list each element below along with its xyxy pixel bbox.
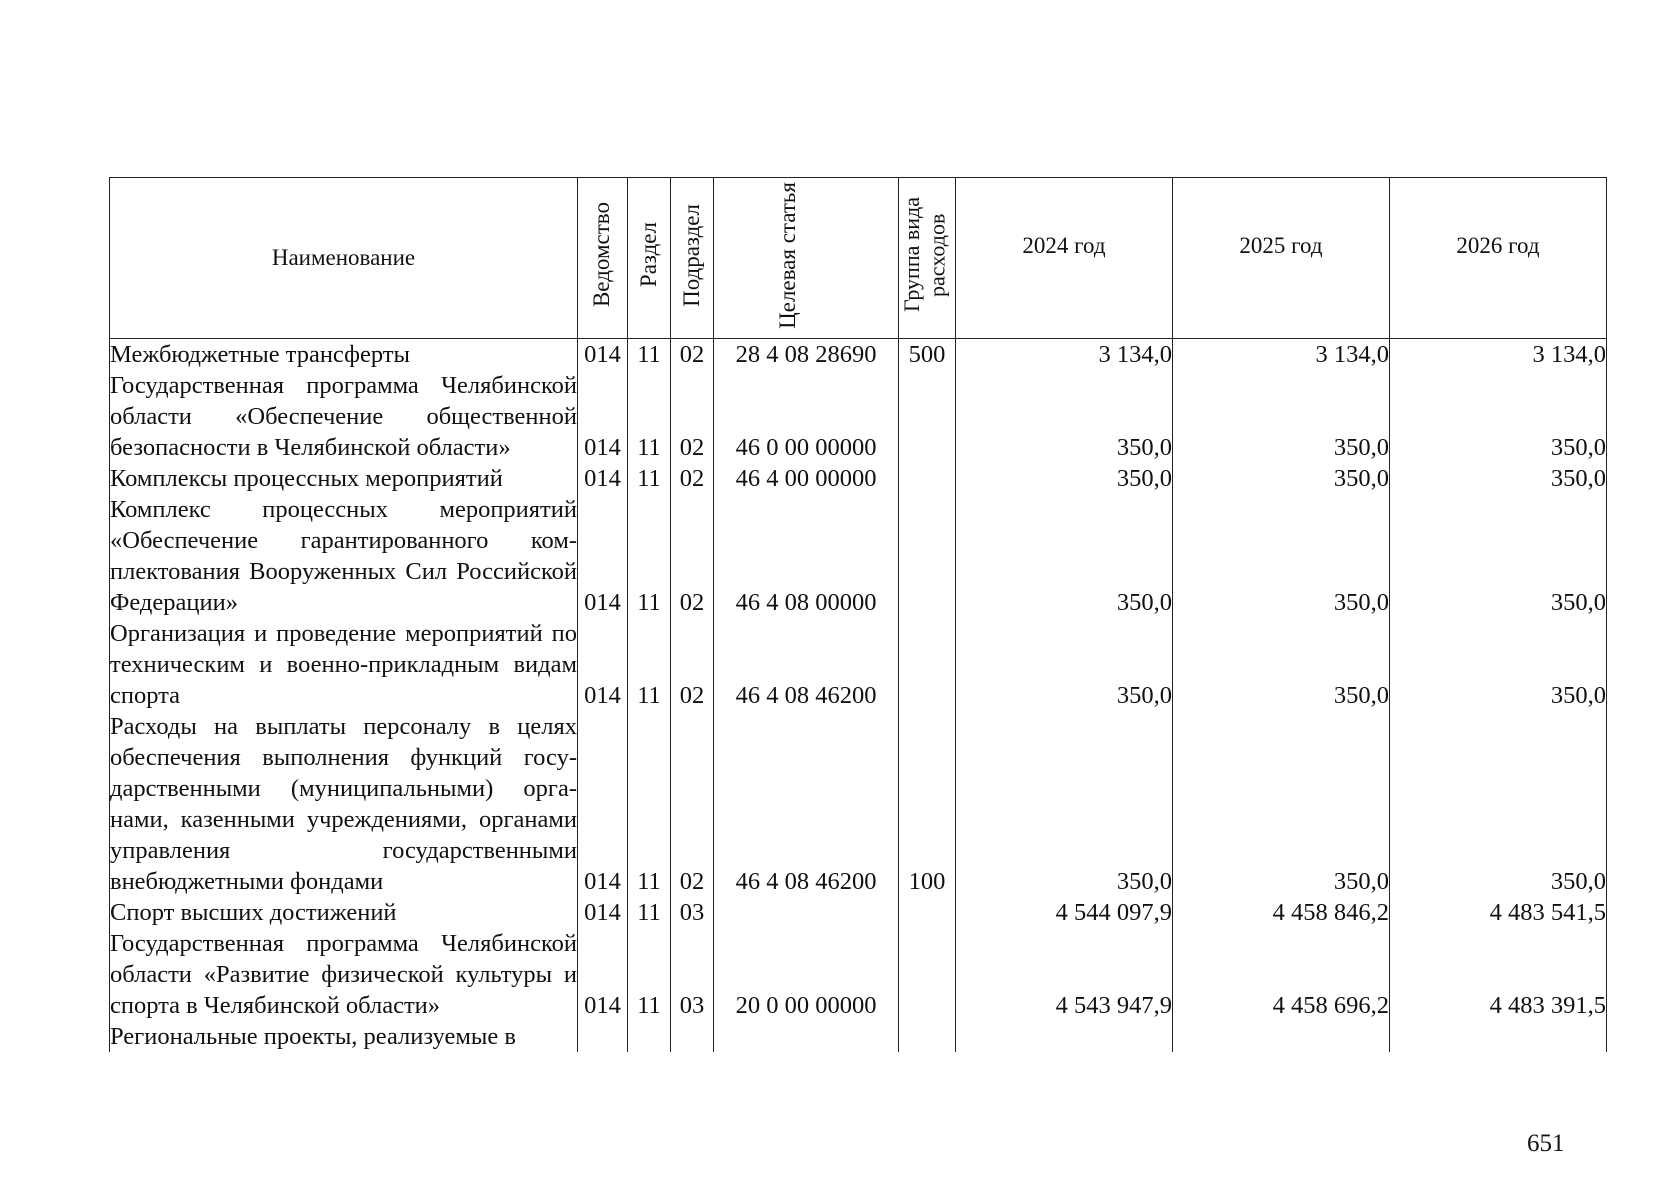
cell-2024 <box>956 1021 1173 1052</box>
header-dept: Ведомство <box>578 178 628 339</box>
cell-2025: 4 458 696,2 <box>1173 928 1390 1021</box>
cell-target: 28 4 08 28690 <box>714 339 899 371</box>
cell-section: 11 <box>628 494 671 618</box>
cell-target: 46 4 08 46200 <box>714 711 899 897</box>
budget-table-sheet <box>109 177 1606 1052</box>
cell-2024: 350,0 <box>956 494 1173 618</box>
cell-target: 20 0 00 00000 <box>714 928 899 1021</box>
cell-subsection: 03 <box>671 897 714 928</box>
table-row <box>110 1021 1607 1052</box>
cell-name: Спорт высших достижений <box>110 897 578 928</box>
cell-dept: 014 <box>578 463 628 494</box>
cell-2025: 350,0 <box>1173 618 1390 711</box>
cell-2026: 3 134,0 <box>1390 339 1607 371</box>
cell-group: 100 <box>899 711 956 897</box>
cell-section: 11 <box>628 463 671 494</box>
cell-subsection: 02 <box>671 339 714 371</box>
header-name: Наименование <box>110 178 578 339</box>
cell-2024: 350,0 <box>956 711 1173 897</box>
cell-2025: 350,0 <box>1173 711 1390 897</box>
cell-2025: 350,0 <box>1173 494 1390 618</box>
cell-2024: 350,0 <box>956 463 1173 494</box>
cell-2024: 3 134,0 <box>956 339 1173 371</box>
cell-section: 11 <box>628 711 671 897</box>
cell-group <box>899 463 956 494</box>
cell-subsection: 02 <box>671 494 714 618</box>
cell-section <box>628 1021 671 1052</box>
cell-subsection: 02 <box>671 370 714 463</box>
table-row <box>110 463 1607 494</box>
cell-2025: 3 134,0 <box>1173 339 1390 371</box>
cell-name: Межбюджетные трансферты <box>110 339 578 371</box>
budget-table <box>109 177 1607 1052</box>
cell-2025: 350,0 <box>1173 463 1390 494</box>
cell-2026: 350,0 <box>1390 463 1607 494</box>
cell-dept: 014 <box>578 711 628 897</box>
cell-2026: 350,0 <box>1390 711 1607 897</box>
cell-name: Расходы на выплаты персоналу в целях обеспечения выполнения функций государственными (муниципальными) органами, казенными учреждениями, органами управления государственными внебюджетными фондами <box>110 713 577 895</box>
table-row <box>110 339 1607 371</box>
table-row <box>110 494 1607 618</box>
cell-2026: 4 483 391,5 <box>1390 928 1607 1021</box>
header-target: Целевая статья <box>714 178 899 339</box>
header-group: Группа вида расходов <box>899 178 956 339</box>
header-2024: 2024 год <box>956 178 1173 339</box>
cell-dept: 014 <box>578 494 628 618</box>
cell-2024: 4 543 947,9 <box>956 928 1173 1021</box>
header-subsection: Подраздел <box>671 178 714 339</box>
page-number: 651 <box>1527 1130 1565 1157</box>
cell-2024: 350,0 <box>956 618 1173 711</box>
cell-2025: 350,0 <box>1173 370 1390 463</box>
cell-dept: 014 <box>578 370 628 463</box>
table-row <box>110 618 1607 711</box>
cell-subsection: 02 <box>671 463 714 494</box>
cell-section: 11 <box>628 928 671 1021</box>
cell-name: Государственная программа Челябинской области «Обеспечение общественной безопасности в Челябинской области» <box>110 372 577 461</box>
cell-subsection <box>671 1021 714 1052</box>
cell-group <box>899 1021 956 1052</box>
cell-group: 500 <box>899 339 956 371</box>
cell-section: 11 <box>628 339 671 371</box>
cell-target: 46 0 00 00000 <box>714 370 899 463</box>
cell-2026: 350,0 <box>1390 618 1607 711</box>
cell-name: Комплекс процессных мероприятий «Обеспечение гарантированного комплектования Вооруженных Сил Российской Федерации» <box>110 496 577 616</box>
header-section: Раздел <box>628 178 671 339</box>
cell-group <box>899 897 956 928</box>
table-header-row <box>110 178 1607 339</box>
cell-section: 11 <box>628 370 671 463</box>
table-row <box>110 711 1607 897</box>
cell-target <box>714 1021 899 1052</box>
cell-2026 <box>1390 1021 1607 1052</box>
cell-dept: 014 <box>578 339 628 371</box>
cell-dept: 014 <box>578 897 628 928</box>
cell-2024: 4 544 097,9 <box>956 897 1173 928</box>
cell-target: 46 4 00 00000 <box>714 463 899 494</box>
cell-name: Региональные проекты, реализуемые в <box>110 1021 578 1052</box>
cell-name: Государственная программа Челябинской области «Развитие физической культуры и спорта в Челябинской области» <box>110 930 577 1019</box>
cell-target <box>714 897 899 928</box>
cell-group <box>899 618 956 711</box>
cell-2026: 350,0 <box>1390 370 1607 463</box>
cell-dept <box>578 1021 628 1052</box>
cell-section: 11 <box>628 618 671 711</box>
cell-dept: 014 <box>578 618 628 711</box>
cell-group <box>899 494 956 618</box>
cell-section: 11 <box>628 897 671 928</box>
header-2025: 2025 год <box>1173 178 1390 339</box>
table-row <box>110 370 1607 463</box>
table-row <box>110 928 1607 1021</box>
cell-2026: 350,0 <box>1390 494 1607 618</box>
cell-dept: 014 <box>578 928 628 1021</box>
cell-subsection: 03 <box>671 928 714 1021</box>
cell-2025: 4 458 846,2 <box>1173 897 1390 928</box>
cell-subsection: 02 <box>671 711 714 897</box>
cell-2024: 350,0 <box>956 370 1173 463</box>
cell-target: 46 4 08 46200 <box>714 618 899 711</box>
cell-subsection: 02 <box>671 618 714 711</box>
cell-2026: 4 483 541,5 <box>1390 897 1607 928</box>
cell-name: Комплексы процессных мероприятий <box>110 463 578 494</box>
table-row <box>110 897 1607 928</box>
cell-2025 <box>1173 1021 1390 1052</box>
cell-group <box>899 370 956 463</box>
cell-target: 46 4 08 00000 <box>714 494 899 618</box>
cell-group <box>899 928 956 1021</box>
cell-name: Организация и проведение мероприятий по техническим и военно-прикладным видам спорта <box>110 620 577 709</box>
header-2026: 2026 год <box>1390 178 1607 339</box>
